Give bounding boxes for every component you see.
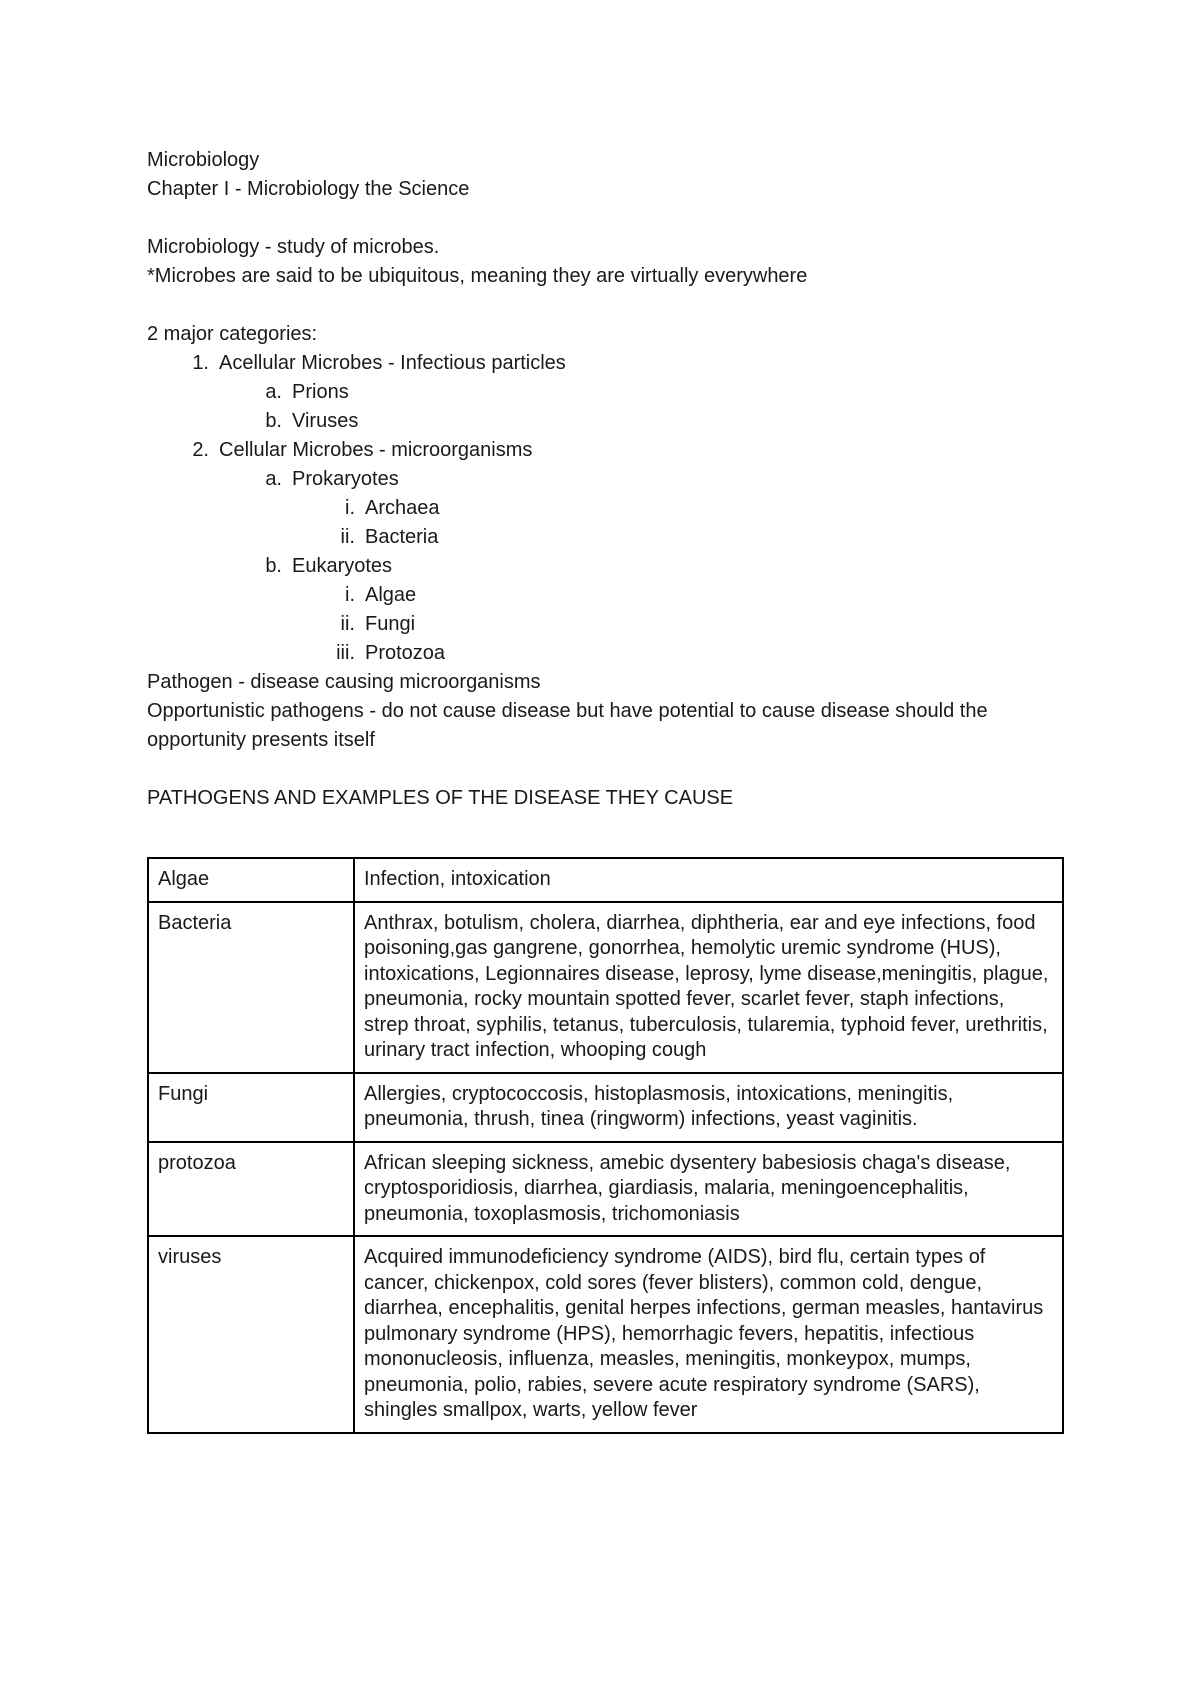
list-item (147, 349, 1067, 378)
list-item-label: Archaea (365, 497, 440, 519)
spacer (147, 291, 1067, 320)
opportunistic-definition: Opportunistic pathogens - do not cause disease but have potential to cause disease should the opportunity presents itself (147, 700, 988, 751)
table-row (148, 858, 1063, 902)
list-item-label: Cellular Microbes - microorganisms (219, 439, 533, 461)
pathogen-name-cell: Algae (148, 858, 354, 902)
disease-list-cell: Anthrax, botulism, cholera, diarrhea, diphtheria, ear and eye infections, food poisoning,gas gangrene, gonorrhea, hemolytic uremic syndrome (HUS), intoxications, Legionnaires disease, leprosy, lyme disease,meningitis, plague, pneumonia, rocky mountain spotted fever, scarlet fever, staph infections, strep throat, syphilis, tetanus, tuberculosis, tularemia, typhoid fever, urethritis, urinary tract infection, whooping cough (354, 902, 1063, 1073)
chapter-heading: Chapter I - Microbiology the Science (147, 178, 470, 200)
list-item (147, 523, 1067, 552)
table-row (148, 902, 1063, 1073)
table-heading: PATHOGENS AND EXAMPLES OF THE DISEASE THEY CAUSE (147, 787, 734, 809)
spacer (147, 755, 1067, 784)
list-marker: 2. (192, 439, 209, 461)
pathogen-name-cell: protozoa (148, 1142, 354, 1237)
pathogen-name-cell: viruses (148, 1236, 354, 1433)
disease-list-cell: African sleeping sickness, amebic dysentery babesiosis chaga's disease, cryptosporidiosis, diarrhea, giardiasis, malaria, meningoencephalitis, pneumonia, toxoplasmosis, trichomoniasis (354, 1142, 1063, 1237)
table-row (148, 1073, 1063, 1142)
microbiology-definition: Microbiology - study of microbes. (147, 236, 440, 258)
list-item (147, 378, 1067, 407)
list-marker: 1. (192, 352, 209, 374)
list-marker: ii. (340, 613, 355, 635)
list-item (147, 610, 1067, 639)
pathogens-table (147, 857, 1064, 1434)
list-marker: i. (345, 584, 355, 606)
list-item-label: Prokaryotes (292, 468, 399, 490)
spacer (147, 204, 1067, 233)
disease-list-cell: Acquired immunodeficiency syndrome (AIDS), bird flu, certain types of cancer, chickenpox, cold sores (fever blisters), common cold, dengue, diarrhea, encephalitis, genital herpes infections, german measles, hantavirus pulmonary syndrome (HPS), hemorrhagic fevers, hepatitis, infectious mononucleosis, influenza, measles, meningitis, monkeypox, mumps, pneumonia, polio, rabies, severe acute respiratory syndrome (SARS), shingles smallpox, warts, yellow fever (354, 1236, 1063, 1433)
list-item (147, 465, 1067, 494)
list-item (147, 407, 1067, 436)
list-marker: b. (265, 555, 282, 577)
list-item-label: Acellular Microbes - Infectious particles (219, 352, 566, 374)
list-marker: b. (265, 410, 282, 432)
disease-list-cell: Infection, intoxication (354, 858, 1063, 902)
list-item-label: Bacteria (365, 526, 439, 548)
list-marker: ii. (340, 526, 355, 548)
ubiquitous-note: *Microbes are said to be ubiquitous, meaning they are virtually everywhere (147, 265, 808, 287)
pathogen-name-cell: Fungi (148, 1073, 354, 1142)
categories-heading: 2 major categories: (147, 323, 318, 345)
table-row (148, 1142, 1063, 1237)
list-item-label: Viruses (292, 410, 359, 432)
list-item (147, 639, 1067, 668)
disease-list-cell: Allergies, cryptococcosis, histoplasmosis, intoxications, meningitis, pneumonia, thrush, tinea (ringworm) infections, yeast vaginitis. (354, 1073, 1063, 1142)
list-marker: a. (265, 381, 282, 403)
table-row (148, 1236, 1063, 1433)
list-marker: a. (265, 468, 282, 490)
list-item-label: Algae (365, 584, 417, 606)
list-item (147, 581, 1067, 610)
list-marker: iii. (336, 642, 355, 664)
list-marker: i. (345, 497, 355, 519)
document-title: Microbiology (147, 149, 260, 171)
list-item (147, 436, 1067, 465)
document-page (147, 146, 1067, 813)
list-item (147, 552, 1067, 581)
list-item-label: Eukaryotes (292, 555, 393, 577)
list-item-label: Prions (292, 381, 349, 403)
list-item-label: Fungi (365, 613, 416, 635)
pathogen-name-cell: Bacteria (148, 902, 354, 1073)
pathogen-definition: Pathogen - disease causing microorganisms (147, 671, 541, 693)
list-item (147, 494, 1067, 523)
list-item-label: Protozoa (365, 642, 446, 664)
categories-list (147, 349, 1067, 668)
